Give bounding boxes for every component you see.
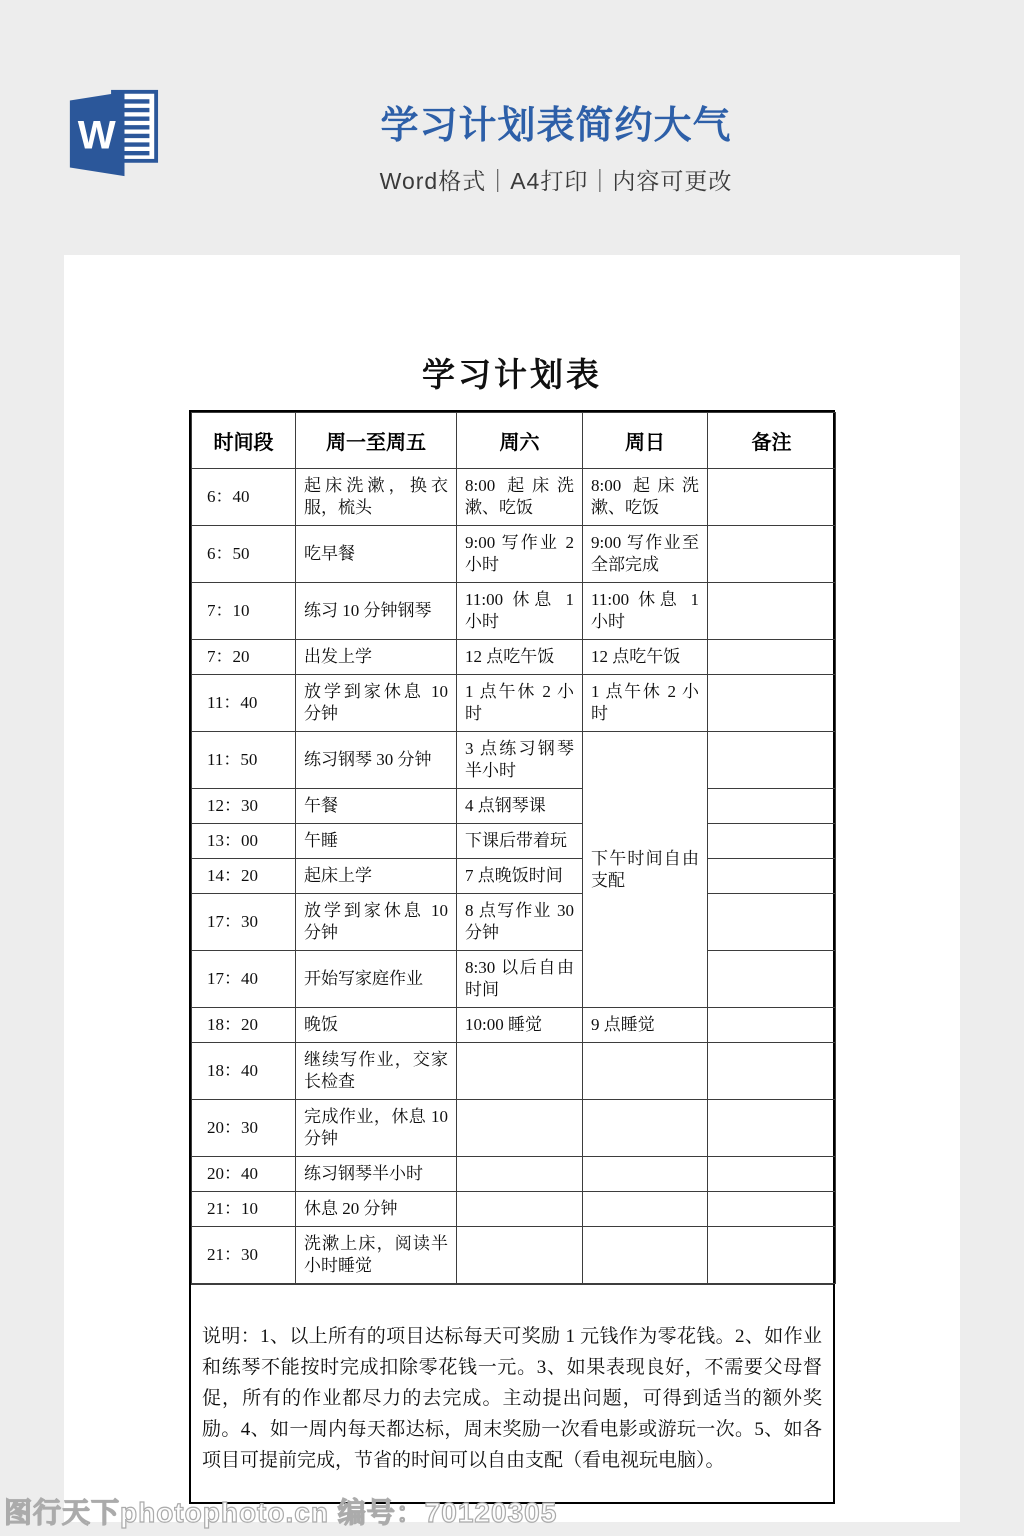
word-logo-icon	[64, 88, 162, 180]
saturday-cell: 7 点晚饭时间	[457, 859, 583, 894]
note-cell	[708, 824, 836, 859]
time-cell: 17：30	[192, 894, 296, 951]
weekday-cell: 放学到家休息 10 分钟	[296, 894, 457, 951]
saturday-cell	[457, 1227, 583, 1284]
saturday-cell: 1 点午休 2 小时	[457, 675, 583, 732]
saturday-cell: 11:00 休息 1 小时	[457, 583, 583, 640]
schedule-row	[192, 789, 836, 824]
sunday-cell: 9 点睡觉	[583, 1008, 708, 1043]
schedule-table	[191, 412, 836, 1284]
note-cell	[708, 526, 836, 583]
weekday-cell: 吃早餐	[296, 526, 457, 583]
note-cell	[708, 1100, 836, 1157]
note-cell	[708, 640, 836, 675]
weekday-cell: 休息 20 分钟	[296, 1192, 457, 1227]
weekday-cell: 洗漱上床，阅读半小时睡觉	[296, 1227, 457, 1284]
schedule-row	[192, 1008, 836, 1043]
column-header-sunday: 周日	[583, 413, 708, 469]
note-cell	[708, 1008, 836, 1043]
header-text-block	[331, 94, 781, 196]
saturday-cell: 下课后带着玩	[457, 824, 583, 859]
schedule-row	[192, 640, 836, 675]
document-title: 学习计划表	[422, 356, 602, 393]
note-cell	[708, 675, 836, 732]
schedule-row	[192, 1192, 836, 1227]
sunday-cell	[583, 1192, 708, 1227]
schedule-row	[192, 675, 836, 732]
time-cell: 13：00	[192, 824, 296, 859]
sunday-cell	[583, 1043, 708, 1100]
sunday-cell	[583, 1157, 708, 1192]
weekday-cell: 开始写家庭作业	[296, 951, 457, 1008]
note-cell	[708, 894, 836, 951]
schedule-row	[192, 894, 836, 951]
sunday-merged-cell: 下午时间自由支配	[583, 732, 708, 1008]
schedule-row	[192, 1100, 836, 1157]
saturday-cell: 8:00 起床洗漱、吃饭	[457, 469, 583, 526]
sunday-cell: 9:00 写作业至全部完成	[583, 526, 708, 583]
time-cell: 6：40	[192, 469, 296, 526]
time-cell: 18：20	[192, 1008, 296, 1043]
schedule-row	[192, 1043, 836, 1100]
note-cell	[708, 583, 836, 640]
time-cell: 20：40	[192, 1157, 296, 1192]
column-header-note: 备注	[708, 413, 836, 469]
sunday-cell	[583, 1100, 708, 1157]
weekday-cell: 练习钢琴 30 分钟	[296, 732, 457, 789]
sunday-cell	[583, 1227, 708, 1284]
weekday-cell: 出发上学	[296, 640, 457, 675]
note-cell	[708, 1192, 836, 1227]
sunday-cell: 8:00 起床洗漱、吃饭	[583, 469, 708, 526]
saturday-cell: 3 点练习钢琴半小时	[457, 732, 583, 789]
time-cell: 17：40	[192, 951, 296, 1008]
weekday-cell: 晚饭	[296, 1008, 457, 1043]
template-title: 学习计划表简约大气	[380, 105, 732, 147]
time-cell: 11：50	[192, 732, 296, 789]
weekday-cell: 起床洗漱，换衣服，梳头	[296, 469, 457, 526]
time-cell: 21：10	[192, 1192, 296, 1227]
time-cell: 18：40	[192, 1043, 296, 1100]
column-header-saturday: 周六	[457, 413, 583, 469]
saturday-cell: 8:30 以后自由时间	[457, 951, 583, 1008]
sunday-cell: 1 点午休 2 小时	[583, 675, 708, 732]
saturday-cell	[457, 1157, 583, 1192]
saturday-cell: 9:00 写作业 2 小时	[457, 526, 583, 583]
saturday-cell: 12 点吃午饭	[457, 640, 583, 675]
note-cell	[708, 1227, 836, 1284]
template-preview-header	[0, 0, 1024, 255]
note-cell	[708, 732, 836, 789]
template-subtitle: Word格式｜A4打印｜内容可更改	[379, 168, 733, 194]
note-cell	[708, 1157, 836, 1192]
schedule-row	[192, 859, 836, 894]
weekday-cell: 继续写作业，交家长检查	[296, 1043, 457, 1100]
document-page	[64, 255, 960, 1522]
notes-text: 说明：1、以上所有的项目达标每天可奖励 1 元钱作为零花钱。2、如作业和练琴不能按时完成扣除零花钱一元。3、如果表现良好，不需要父母督促，所有的作业都尽力的去完成。主动提出问题，可得到适当的额外奖励。4、如一周内每天都达标，周末奖励一次看电影或游玩一次。5、如各项目可提前完成，节省的时间可以自由支配（看电视玩电脑）。	[191, 1284, 833, 1502]
time-cell: 20：30	[192, 1100, 296, 1157]
time-cell: 7：20	[192, 640, 296, 675]
weekday-cell: 练习 10 分钟钢琴	[296, 583, 457, 640]
saturday-cell: 10:00 睡觉	[457, 1008, 583, 1043]
time-cell: 11：40	[192, 675, 296, 732]
schedule-row	[192, 526, 836, 583]
time-cell: 14：20	[192, 859, 296, 894]
time-cell: 6：50	[192, 526, 296, 583]
saturday-cell: 4 点钢琴课	[457, 789, 583, 824]
note-cell	[708, 859, 836, 894]
weekday-cell: 放学到家休息 10 分钟	[296, 675, 457, 732]
note-cell	[708, 789, 836, 824]
weekday-cell: 练习钢琴半小时	[296, 1157, 457, 1192]
note-cell	[708, 1043, 836, 1100]
schedule-row	[192, 1227, 836, 1284]
schedule-table-container	[189, 410, 835, 1504]
schedule-row	[192, 732, 836, 789]
schedule-row	[192, 469, 836, 526]
schedule-row	[192, 824, 836, 859]
note-cell	[708, 951, 836, 1008]
watermark-text: 图行天下photophoto.cn 编号：70120305	[4, 1497, 558, 1528]
note-cell	[708, 469, 836, 526]
weekday-cell: 午睡	[296, 824, 457, 859]
table-header-row	[192, 413, 836, 469]
time-cell: 7：10	[192, 583, 296, 640]
saturday-cell: 8 点写作业 30 分钟	[457, 894, 583, 951]
sunday-cell: 11:00 休息 1 小时	[583, 583, 708, 640]
svg-text:W: W	[77, 112, 116, 158]
column-header-time: 时间段	[192, 413, 296, 469]
column-header-weekday: 周一至周五	[296, 413, 457, 469]
schedule-row	[192, 583, 836, 640]
time-cell: 21：30	[192, 1227, 296, 1284]
time-cell: 12：30	[192, 789, 296, 824]
schedule-row	[192, 951, 836, 1008]
saturday-cell	[457, 1043, 583, 1100]
sunday-cell: 12 点吃午饭	[583, 640, 708, 675]
weekday-cell: 完成作业，休息 10 分钟	[296, 1100, 457, 1157]
schedule-row	[192, 1157, 836, 1192]
weekday-cell: 起床上学	[296, 859, 457, 894]
saturday-cell	[457, 1100, 583, 1157]
saturday-cell	[457, 1192, 583, 1227]
weekday-cell: 午餐	[296, 789, 457, 824]
